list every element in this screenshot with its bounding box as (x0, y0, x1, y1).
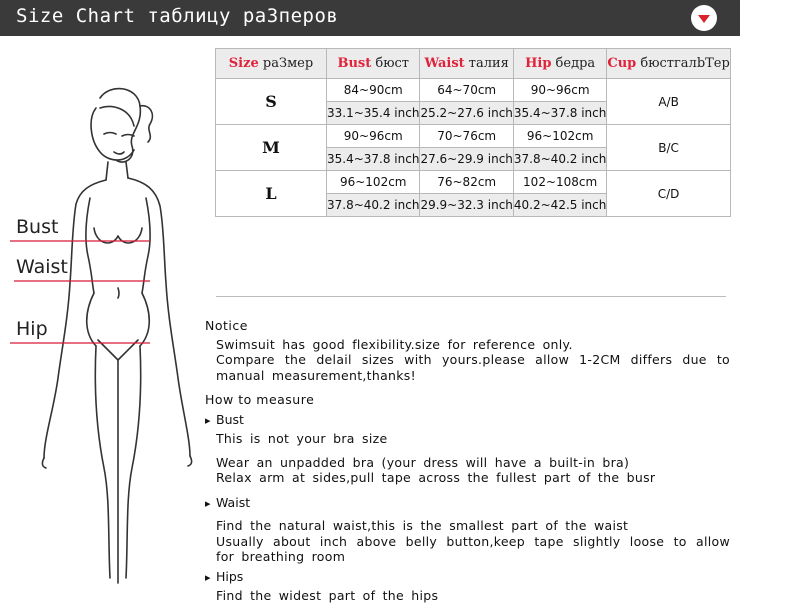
bust-cm-cell: 96~102cm (327, 171, 420, 194)
hip-inch-cell: 40.2~42.5 inch (513, 194, 606, 217)
cup-cell: B/C (607, 125, 730, 171)
bust-inch-cell: 33.1~35.4 inch (327, 102, 420, 125)
waist-text: Find the natural waist,this is the smallest part of the waist (216, 518, 629, 533)
page-title: Size Chart таблицу раЗперов (16, 5, 339, 27)
hip-cm-cell: 102~108cm (513, 171, 606, 194)
bust-cm-cell: 90~96cm (327, 125, 420, 148)
header-waist: Waist талия (420, 49, 513, 79)
notice-line: Compare the delail sizes with yours.please allow 1-2CM differs due to manual measurement,thanks! (216, 352, 730, 383)
chevron-down-icon[interactable] (691, 5, 717, 31)
bust-heading: ▸ Bust (216, 412, 730, 429)
table-row (216, 125, 731, 148)
size-cell: L (216, 171, 327, 217)
size-cell: S (216, 79, 327, 125)
hip-label: Hip (16, 318, 48, 340)
cup-cell: A/B (607, 79, 730, 125)
hip-inch-cell: 37.8~40.2 inch (513, 148, 606, 171)
size-cell: M (216, 125, 327, 171)
waist-heading: ▸ Waist (216, 495, 730, 512)
bust-inch-cell: 37.8~40.2 inch (327, 194, 420, 217)
hip-inch-cell: 35.4~37.8 inch (513, 102, 606, 125)
header-bar (0, 0, 740, 36)
header-size: Size раЗмер (216, 49, 327, 79)
cup-cell: C/D (607, 171, 730, 217)
header-bust: Bust бюст (327, 49, 420, 79)
bust-text: Relax arm at sides,pull tape across the fullest part of the busr (216, 470, 656, 485)
header-hip: Hip бедра (513, 49, 606, 79)
notice-line: Swimsuit has good flexibility.size for reference only. (216, 336, 573, 352)
waist-text: Usually about inch above belly button,keep tape slightly loose to allow for breathing room (216, 533, 730, 564)
bust-text: Wear an unpadded bra (your dress will have a built-in bra) (216, 454, 630, 470)
waist-label: Waist (16, 256, 68, 278)
waist-inch-cell: 29.9~32.3 inch (420, 194, 513, 217)
hips-heading: ▸ Hips (216, 569, 730, 586)
waist-cm-cell: 70~76cm (420, 125, 513, 148)
table-row (216, 79, 731, 102)
how-to-measure-title: How to measure (205, 392, 315, 407)
table-header-row (216, 49, 731, 79)
hip-cm-cell: 90~96cm (513, 79, 606, 102)
bust-inch-cell: 35.4~37.8 inch (327, 148, 420, 171)
body-figure (0, 78, 200, 603)
waist-inch-cell: 27.6~29.9 inch (420, 148, 513, 171)
size-chart-table (215, 48, 731, 217)
bust-label: Bust (16, 216, 59, 238)
bust-cm-cell: 84~90cm (327, 79, 420, 102)
hips-text: Find the widest part of the hips (216, 588, 439, 603)
waist-inch-cell: 25.2~27.6 inch (420, 102, 513, 125)
notice-section (205, 318, 730, 604)
divider (216, 296, 726, 297)
header-cup: Cup бюстгалbТер (607, 49, 730, 79)
bust-text: This is not your bra size (216, 431, 388, 446)
waist-cm-cell: 64~70cm (420, 79, 513, 102)
hip-cm-cell: 96~102cm (513, 125, 606, 148)
notice-title: Notice (205, 318, 248, 333)
table-row (216, 171, 731, 194)
waist-cm-cell: 76~82cm (420, 171, 513, 194)
